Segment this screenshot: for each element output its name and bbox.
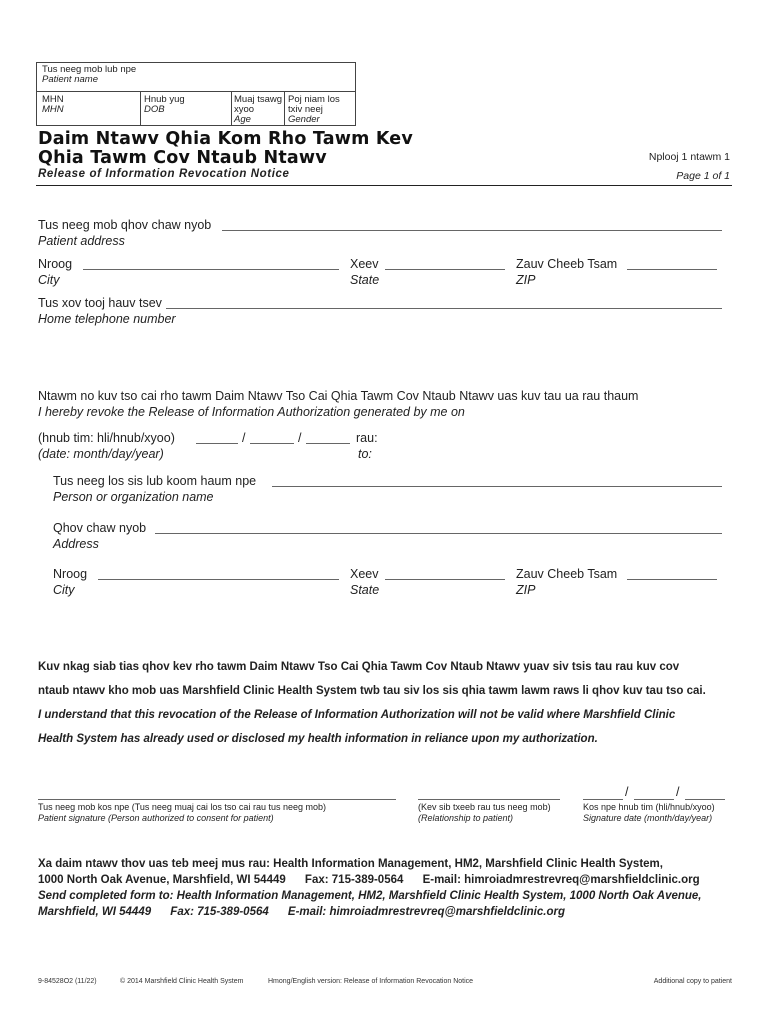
patient-signature-field[interactable] [38,787,396,800]
org-city-label: Nroog [53,567,88,581]
revoke-date-month-field[interactable] [196,430,238,444]
patient-address-field[interactable] [222,217,722,231]
relationship-field[interactable] [418,787,560,800]
mhn-label: MHN MHN [42,94,64,115]
patient-id-box [36,62,356,126]
patient-zip-label: Zauv Cheeb Tsam [516,257,618,271]
signature-date-label: Kos npe hnub tim (hli/hnub/xyoo) Signature date (month/day/year) [583,802,715,823]
patient-phone-label: Tus xov tooj hauv tsev [38,296,162,310]
signature-date-day-field[interactable] [634,787,674,800]
org-address-field[interactable] [155,520,722,534]
understanding-hmong-2: ntaub ntawv kho mob uas Marshfield Clinic Health System twb tau siv los sis qhia tawm lawm raws li qhov kuv tau tso cai. [38,685,706,697]
org-name-label: Tus neeg los sis lub koom haum npe [53,474,257,488]
patient-state-label: Xeev [350,257,379,271]
org-zip-field[interactable] [627,566,717,580]
copyright: © 2014 Marshfield Clinic Health System [120,978,244,985]
org-address-label: Qhov chaw nyob [53,521,147,535]
form-title-english: Release of Information Revocation Notice [38,168,290,180]
understanding-english-2: Health System has already used or disclosed my health information in reliance upon my authorization. [38,733,598,745]
revoke-statement: Ntawm no kuv tso cai rho tawm Daim Ntawv Tso Cai Qhia Tawm Cov Ntaub Ntawv uas kuv tau ua rau thaum [38,389,639,403]
patient-city-field[interactable] [83,256,339,270]
patient-zip-field[interactable] [627,256,717,270]
send-instructions-hmong-2: 1000 North Oak Avenue, Marshfield, WI 54449 Fax: 715-389-0564 E-mail: himroiadmrestrevreq@marshfieldclinic.org [38,874,700,886]
revoke-to-label: rau: [356,431,378,445]
org-city-field[interactable] [98,566,339,580]
copy-note: Additional copy to patient [653,978,732,985]
org-state-label: Xeev [350,567,379,581]
patient-address-label: Tus neeg mob qhov chaw nyob [38,218,212,232]
revoke-date-day-field[interactable] [250,430,294,444]
version-note: Hmong/English version: Release of Information Revocation Notice [268,978,474,985]
page-number: Nplooj 1 ntawm 1 [648,151,730,163]
org-name-field[interactable] [272,473,722,487]
relationship-label: (Kev sib txeeb rau tus neeg mob) (Relationship to patient) [418,802,551,823]
send-instructions-english-2: Marshfield, WI 54449 Fax: 715-389-0564 E-mail: himroiadmrestrevreq@marshfieldclinic.org [38,906,565,918]
age-label: Muaj tsawg xyoo Age [234,94,283,125]
understanding-english-1: I understand that this revocation of the Release of Information Authorization will not be valid where Marshfield Clinic [38,709,676,721]
understanding-hmong-1: Kuv nkag siab tias qhov kev rho tawm Daim Ntawv Tso Cai Qhia Tawm Cov Ntaub Ntawv yuav siv tsis tau rau kuv cov [38,661,680,673]
form-code: 9-84528O2 (11/22) [38,978,97,985]
revoke-date-label: (hnub tim: hli/hnub/xyoo) [38,431,175,445]
form-title-line2: Qhia Tawm Cov Ntaub Ntawv [38,148,327,168]
page-number-english: Page 1 of 1 [676,170,730,182]
org-state-field[interactable] [385,566,505,580]
revoke-date-year-field[interactable] [306,430,350,444]
form-title-line1: Daim Ntawv Qhia Kom Rho Tawm Kev [38,129,413,149]
patient-name-label: Tus neeg mob lub npe Patient name [42,64,137,85]
send-instructions-english-1: Send completed form to: Health Information Management, HM2, Marshfield Clinic Health System, 1000 North Oak Avenue, [38,890,702,902]
signature-date-month-field[interactable] [583,787,623,800]
signature-date-year-field[interactable] [685,787,725,800]
signature-label: Tus neeg mob kos npe (Tus neeg muaj cai los tso cai rau tus neeg mob) Patient signature (Person authorized to consent for patient) [38,802,326,823]
revoke-statement-english: I hereby revoke the Release of Information Authorization generated by me on [38,405,465,419]
patient-state-field[interactable] [385,256,505,270]
org-zip-label: Zauv Cheeb Tsam [516,567,618,581]
dob-label: Hnub yug DOB [144,94,185,115]
patient-city-label: Nroog [38,257,73,271]
gender-label: Poj niam los txiv neej Gender [288,94,340,125]
title-divider [36,185,732,186]
patient-phone-field[interactable] [166,295,722,309]
send-instructions-hmong-1: Xa daim ntawv thov uas teb meej mus rau: Health Information Management, HM2, Marshfield Clinic Health System, [38,858,663,870]
